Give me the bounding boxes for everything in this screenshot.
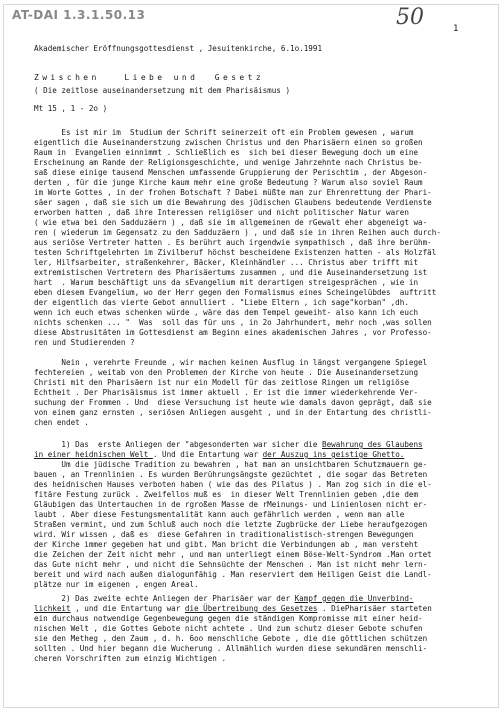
text-line: nichts schenken ... " Was soll das für uns , in 2o Jahrhundert, mehr noch ,was sollen — [34, 318, 432, 327]
text-line: hart . Warum beschäftigt uns da sEvangelium mit derartigen streigesprächen , wie in — [34, 278, 419, 287]
text-line: der Kirche immer gegeben hat und gibt. Man bricht die Verbindungen ab , man versteht — [34, 540, 419, 549]
text-line: wenn ich euch etwas schenken würde , wäre das dem Tempel geweiht- also kann ich euch — [34, 308, 419, 317]
underlined-phrase: die Übertreibung des Gesetzes — [184, 604, 318, 613]
text-line: eigentlich die Auseinanderstzung zwischen Christus und den Pharisäern einen so großen — [34, 138, 423, 147]
text-line: extremistischen Vertretern des Pharisäertums zusammen , und die Auseinandersetzung ist — [34, 268, 428, 277]
text-line: Gläubigen das Untertauchen in de rgroßen Masse de rMeinungs- und Linienlosen nicht er- — [34, 500, 428, 509]
paragraph-3-heading-line-2: in einer heidnischen Welt . Und die Entartung war der Auszug ins geistige Ghetto. — [34, 450, 405, 459]
text-line: Christi mit den Pharisäern ist nur ein Modell für das zeitlose Ringen um religiöse — [34, 378, 409, 387]
text-line: bauen , an Trennlinien . Es wurden Berührungsängste gezüchtet , die sogar das Betreten — [34, 470, 428, 479]
text-line: sollten . Und hier begann die Wucherung . Allmählich wurden diese sekundären menschli- — [34, 644, 428, 653]
sermon-subtitle: ( Die zeitlose auseinandersetzung mit dem Pharisäismus ) — [34, 86, 291, 95]
text-line: sie den Metheg , den Zaum , d. h. 6oo menschliche Gebote , die die göttlichen schützen — [34, 634, 428, 643]
underlined-phrase: lichkeit — [34, 604, 71, 613]
text-line: ( wie etwa bei den Sadduzäern ) , daß sie im allgemeinen de rGewalt eher abgeneigt wa- — [34, 218, 428, 227]
text-line: die Zeichen der Zeit nicht mehr , und man unterliegt einem Böse-Welt-Syndrom .Man ortet — [34, 550, 432, 559]
text-line: saß diese einige tausend Menschen umfassende Gruppierung der Perischtim , der Abgeson- — [34, 168, 428, 177]
text-line: ren und Studierenden ? — [34, 338, 135, 347]
text-line: im Worte Gottes , in der frohen Botschaft ? Dabei müßte man zur Ehrenrettung der Phari- — [34, 188, 432, 197]
text-line: ein durchaus notwendige Gegenbewegung gegen die ständigen Kompromisse mit einer heid- — [34, 614, 423, 623]
text-line: der eigentlich das vierte Gebot annulliert . "Liebe Eltern , ich sage"korban" ,dh. — [34, 298, 409, 307]
text-line: Es ist mir im Studium der Schrift seinerzeit oft ein Problem gewesen , warum — [34, 128, 414, 137]
underlined-phrase: der Auszug ins geistige Ghetto. — [262, 450, 405, 459]
text-line: von einem ganz ernsten , seriösen Anliegen ausgeht , und in der Entartung des christli- — [34, 408, 432, 417]
underlined-phrase: Bewahrung des Glaubens — [322, 440, 423, 449]
scripture-reference: Mt 15 , 1 - 2o ) — [34, 104, 108, 113]
text-line: testen Schriftgelehrten im Zivilberuf höchst bescheidene Existenzen hatten - als Holzfäl — [34, 248, 437, 257]
text-line: fechtereien , weitab von den Problemen der Kirche von heute . Die Auseinandersetzung — [34, 368, 419, 377]
document-header: Akademischer Eröffnungsgottesdienst , Jesuitenkirche, 6.1o.1991 — [34, 44, 323, 53]
text-line: nischen Welt , die Gottes Gebote nicht achtete . Und zum schutz dieser Gebote schufen — [34, 624, 423, 633]
underlined-phrase: Kampf gegen die Unverbind- — [294, 594, 414, 603]
text-line: chen endet . — [34, 418, 89, 427]
paragraph-4-heading-line-2: lichkeit , und die Entartung war die Übertreibung des Gesetzes . DiePharisäer starteten — [34, 604, 432, 613]
text-line: wird. Wir wissen , daß es diese Gefahren in traditionalistisch-strengen Bewegungen — [34, 530, 414, 539]
paragraph-3-heading-line-1: 1) Das erste Anliegen der "abgesonderten war sicher die Bewahrung des Glaubens — [34, 440, 423, 449]
text-line: eben diesem Evangelium, wo der Herr gegen den Formalismus eines Scheingelübdes auftritt — [34, 288, 437, 297]
text-line: aus seriöse Vertreter hatten . Es berührt auch irgendwie sympathisch , daß ihre berühm- — [34, 238, 432, 247]
sermon-title: Zwischen Liebe und Gesetz — [34, 73, 265, 82]
text-line: Straßen vermint, und zum Schluß auch noch die letzte Zugbrücke der Liebe heraufgezogen — [34, 520, 428, 529]
text-line: erworben hatten , daß ihre Interessen religiöser und nicht politischer Natur waren — [34, 208, 409, 217]
text-line: plätze nur im eigenen , engen Areal. — [34, 580, 199, 589]
text-line: Raum in Evangelien einnimmt . Schließlich es sich bei dieser Bewegung doch um eine — [34, 148, 419, 157]
paragraph-4-heading-line-1: 2) Das zweite echte Anliegen der Pharisäer war der Kampf gegen die Unverbind- — [34, 594, 414, 603]
text-line: diese Abstrusitäten im Gottesdienst am Beginn eines akademischen Jahres , vor Professo- — [34, 328, 432, 337]
text-line: fitäre Festung zurück . Zweifellos muß es in dieser Welt Trennlinien geben ,die dem — [34, 490, 419, 499]
handwritten-page-number: 50 — [396, 5, 424, 30]
text-line: des heidnischen Hauses verboten haben ( wie das des Pilatus ) . Man zog sich in die el- — [34, 480, 432, 489]
text-line: bereit und wird nach außen dialogunfähig . Man reserviert dem Heiligen Geist die Landl- — [34, 570, 432, 579]
text-line: ren ( wiederum im Gegensatz zu den Sadduzäern ) , und daß sie in ihren Reihen auch durch- — [34, 228, 441, 237]
page-number: 1 — [453, 24, 459, 34]
archive-stamp: AT-DAI 1.3.1.50.13 — [12, 8, 146, 22]
text-line: Erscheinung am Rande der Religionsgeschichte, und wenige Jahrzehnte nach Christus be- — [34, 158, 423, 167]
text-line: suchung der Frommen . Und diese Versuchung ist heute wie damals davon geprägt, daß sie — [34, 398, 432, 407]
text-line: laubt . Aber diese Festungsmentalität kann auch gefährlich werden , wenn man alle — [34, 510, 405, 519]
text-line: derten , für die junge Kirche kaum mehr eine große Bedeutung ? Warum also soviel Raum — [34, 178, 423, 187]
text-line: das Gute nicht mehr , und nicht die Sehnsüchte der Menschen . Man ist nicht mehr lern- — [34, 560, 428, 569]
text-line: säer sagen , daß sie sich um die Bewahrung des jüdischen Glaubens bedeutende Verdienste — [34, 198, 432, 207]
text-line: cheren Vorschriften zum einzig Wichtigen . — [34, 654, 227, 663]
text-line: Echtheit . Der Pharisäismus ist immer aktuell . Er ist die immer wiederkehrende Ver- — [34, 388, 419, 397]
text-line: Um die jüdische Tradition zu bewahren , hat man an unsichtbaren Schutzmauern ge- — [34, 460, 428, 469]
text-line: ler, Hilfsarbeiter, straßenkehrer, Bäcker, Kleinhändler ... Christus aber trifft mit — [34, 258, 419, 267]
text-line: Nein , verehrte Freunde , wir machen keinen Ausflug in längst vergangene Spiegel — [34, 358, 428, 367]
